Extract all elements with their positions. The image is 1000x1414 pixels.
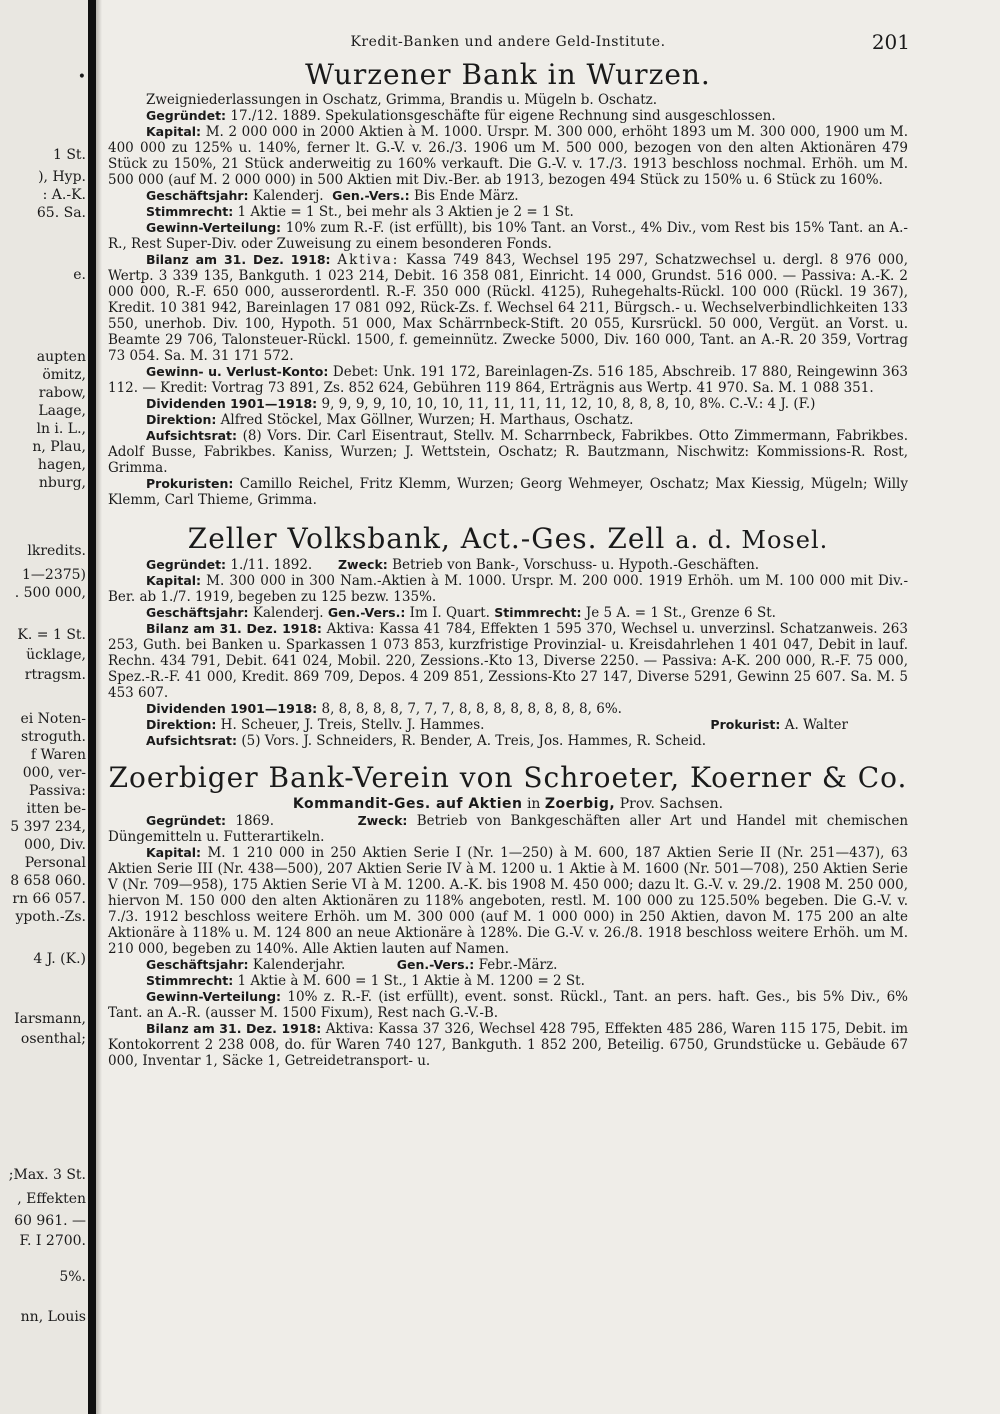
left-fragment: F. I 2700.	[19, 1233, 86, 1249]
capital-text: M. 1 210 000 in 250 Aktien Serie I (Nr. 1—250) à M. 600, 187 Aktien Serie II (Nr. 251—437), 63 Aktien Serie III (Nr. 438—500), 207 Aktien Serie IV à M. 1200 u. 1 Aktie à M. 1600 (Nr. 501—708), 250 Aktien Serie V (Nr. 709—958), 175 Aktien Serie VI à M. 1200. A.-K. bis 1908 M. 450 000; dazu lt. G.-V. v. 29./2. 1908 M. 250 000, hiervon M. 150 000 den alten Aktionären zu 118% angeboten, restl. M. 100 000 zu 125.50% begeben. Die G.-V. v. 7./3. 1912 beschloss weitere Erhöh. um M. 300 000 (auf M. 1 000 000) in 250 Aktien, davon M. 175 200 an alte Aktionäre à 118% u. M. 124 800 an neue Aktionäre à 128%. Die G.-V. v. 26./8. 1918 beschloss weitere Erhöh. um M. 210 000, begeben zu 140%. Alle Aktien lauten auf Namen.	[108, 845, 908, 957]
label-general-meeting: Gen.-Vers.:	[332, 188, 410, 203]
profit-distribution-line	[108, 220, 908, 252]
label-founded: Gegründet:	[146, 108, 227, 123]
spacer	[108, 508, 908, 522]
entry-title: Wurzener Bank in Wurzen.	[305, 58, 711, 91]
left-fragment: nburg,	[38, 475, 86, 491]
label-founded: Gegründet:	[146, 557, 227, 572]
label-procurist: Prokurist:	[710, 717, 781, 732]
left-fragment: n, Plau,	[32, 439, 86, 455]
profit-distribution-text: 10% zum R.-F. (ist erfüllt), bis 10% Tant. an Vorst., 4% Div., vom Rest bis 15% Tant. an A.-R., Rest Super-Div. oder Zuweisung zu einem besonderen Fonds.	[108, 220, 908, 252]
general-meeting-text: Febr.-März.	[478, 957, 558, 973]
spacer	[108, 749, 908, 761]
left-fragment: Laage,	[38, 403, 86, 419]
entry-title	[108, 522, 908, 557]
label-profit-distribution: Gewinn-Verteilung:	[146, 989, 282, 1004]
label-capital: Kapital:	[146, 124, 202, 139]
fiscal-year-text: Kalenderjahr.	[252, 957, 346, 973]
label-purpose: Zweck:	[337, 557, 388, 572]
management-text: H. Scheuer, J. Treis, Stellv. J. Hammes.	[220, 717, 485, 733]
voting-line	[108, 973, 908, 989]
left-fragment: ei Noten-	[20, 711, 86, 727]
left-fragment: ömitz,	[42, 367, 86, 383]
left-fragment: . 500 000,	[14, 585, 86, 601]
left-fragment: , Effekten	[17, 1191, 86, 1207]
dividends-text: 8, 8, 8, 8, 8, 7, 7, 7, 8, 8, 8, 8, 8, 8, 8, 8, 6%.	[321, 701, 622, 717]
left-fragment: K. = 1 St.	[17, 627, 86, 643]
left-fragment: f Waren	[30, 747, 86, 763]
label-pl-account: Gewinn- u. Verlust-Konto:	[146, 364, 329, 379]
entry-wurzener-bank	[108, 58, 908, 508]
subtitle-place: Zoerbig,	[544, 796, 616, 812]
label-profit-distribution: Gewinn-Verteilung:	[146, 220, 282, 235]
label-procurists: Prokuristen:	[146, 476, 234, 491]
general-meeting-text: Bis Ende März.	[413, 188, 519, 204]
left-fragment: •	[77, 69, 86, 85]
left-fragment: 5%.	[59, 1269, 86, 1285]
left-fragment: 65. Sa.	[36, 205, 86, 221]
previous-page-margin	[0, 0, 88, 1414]
entry-zoerbiger-bank-verein	[108, 761, 908, 1069]
entry-title-main: Zeller Volksbank, Act.-Ges. Zell	[187, 522, 666, 555]
label-fiscal-year: Geschäftsjahr:	[146, 957, 249, 972]
left-fragment: ücklage,	[26, 647, 86, 663]
left-fragment: 1 St.	[52, 147, 86, 163]
branches-text: Zweigniederlassungen in Oschatz, Grimma, Brandis u. Mügeln b. Oschatz.	[146, 92, 658, 108]
left-fragment: 4 J. (K.)	[33, 951, 86, 967]
balance-text: Kassa 749 843, Wechsel 195 297, Schatzwechsel u. dergl. 8 976 000, Wertp. 3 339 135, Bankguth. 1 023 214, Debit. 16 358 081, Einricht. 14 000, Grundst. 516 000. — Passiva: A.-K. 2 000 000, R.-F. 650 000, ausserordentl. R.-F. 350 000 (Rückl. 4125), Ruhegehalts-Rückl. 100 000 (Rückl. 19 367), Kredit. 10 381 942, Bareinlagen 17 081 092, Rück-Zs. f. Wechsel 64 211, Bürgsch.- u. Wechselverbindlichkeiten 133 550, unerhob. Div. 100, Hypoth. 51 000, Max Schärrnbeck-Stift. 20 055, Kursrückl. 50 000, Vergüt. an Vorst. u. Beamte 29 706, Talonsteuer-Rückl. 1500, f. gemeinnütz. Zwecke 5000, Div. 160 000, Tant. an A.-R. 20 359, Vortrag 73 054. Sa. M. 31 171 572.	[108, 252, 908, 364]
label-management: Direktion:	[146, 412, 217, 427]
running-title: Kredit-Banken und andere Geld-Institute.	[350, 34, 666, 50]
fiscal-year-line	[108, 188, 908, 204]
supervisory-board-text: (5) Vors. J. Schneiders, R. Bender, A. Treis, Jos. Hammes, R. Scheid.	[241, 733, 707, 749]
voting-text: 1 Aktie = 1 St., bei mehr als 3 Aktien je 2 = 1 St.	[237, 204, 574, 220]
fiscal-year-line	[108, 957, 908, 973]
entry-title: Zoerbiger Bank-Verein von Schroeter, Koerner & Co.	[108, 761, 908, 794]
running-head	[108, 30, 908, 58]
supervisory-board-line	[108, 428, 908, 476]
label-aktiva: Aktiva:	[337, 252, 400, 268]
capital-text: M. 2 000 000 in 2000 Aktien à M. 1000. Urspr. M. 300 000, erhöht 1893 um M. 300 000, 1900 um M. 400 000 zu 125% u. 140%, ferner lt. G.-V. v. 26./3. 1906 um M. 500 000, bezogen von den alten Aktionären 479 Stück zu 150%, 21 Stück anderweitig zu 160% verkauft. Die G.-V. v. 17./3. 1913 beschloss nochmal. Erhöh. um M. 500 000 (auf M. 2 000 000) in 500 Aktien mit Div.-Ber. ab 1913, bezogen 494 Stück zu 150% u. 6 Stück zu 160%.	[108, 124, 908, 188]
dividends-line	[108, 396, 908, 412]
dividends-line	[108, 701, 908, 717]
left-fragment: ), Hyp.	[38, 169, 86, 185]
left-fragment: Iarsmann,	[14, 1011, 86, 1027]
management-line	[108, 717, 908, 733]
left-fragment: 1—2375)	[22, 567, 86, 583]
left-fragment: stroguth.	[20, 729, 86, 745]
left-fragment: itten be-	[26, 801, 86, 817]
capital-line	[108, 573, 908, 605]
management-group	[108, 717, 484, 733]
label-general-meeting: Gen.-Vers.:	[396, 957, 475, 972]
left-fragment: ypoth.-Zs.	[15, 909, 86, 925]
pl-account-text: Debet: Unk. 191 172, Bareinlagen-Zs. 516 185, Abschreib. 17 880, Reingewinn 363 112. — Kredit: Vortrag 73 891, Zs. 852 624, Gebühren 119 864, Erträgnis aus Wertp. 41 970. Sa. M. 1 088 351.	[108, 364, 909, 396]
voting-text: Je 5 A. = 1 St., Grenze 6 St.	[585, 605, 776, 621]
voting-text: 1 Aktie à M. 600 = 1 St., 1 Aktie à M. 1200 = 2 St.	[237, 973, 585, 989]
left-fragment: 8 658 060.	[10, 873, 86, 889]
procurists-text: Camillo Reichel, Fritz Klemm, Wurzen; Georg Wehmeyer, Oschatz; Max Kiessig, Mügeln; Willy Klemm, Carl Thieme, Grimma.	[108, 476, 909, 508]
left-fragment: ;Max. 3 St.	[8, 1167, 86, 1183]
profit-distribution-line	[108, 989, 908, 1021]
label-fiscal-year: Geschäftsjahr:	[146, 188, 249, 203]
purpose-text: Betrieb von Bankgeschäften aller Art und Handel mit chemischen Düngemitteln u. Futterartikeln.	[108, 813, 909, 845]
dividends-text: 9, 9, 9, 9, 10, 10, 10, 11, 11, 11, 11, 12, 10, 8, 8, 8, 10, 8%. C.-V.: 4 J. (F.)	[321, 396, 816, 412]
left-fragment: hagen,	[37, 457, 86, 473]
left-fragment: rtragsm.	[24, 667, 86, 683]
label-founded: Gegründet:	[146, 813, 227, 828]
left-fragment: 000, Div.	[23, 837, 86, 853]
label-capital: Kapital:	[146, 573, 202, 588]
label-supervisory-board: Aufsichtsrat:	[146, 733, 238, 748]
subtitle-in: in	[526, 796, 541, 812]
left-fragment: Passiva:	[29, 783, 86, 799]
label-balance: Bilanz am 31. Dez. 1918:	[146, 621, 322, 636]
founded-text: 1./11. 1892.	[230, 557, 313, 573]
left-fragment: Personal	[24, 855, 86, 871]
label-management: Direktion:	[146, 717, 217, 732]
voting-line	[108, 204, 908, 220]
left-fragment: osenthal;	[20, 1031, 86, 1047]
left-fragment: 000, ver-	[22, 765, 86, 781]
label-dividends: Dividenden 1901—1918:	[146, 396, 318, 411]
label-voting: Stimmrecht:	[494, 605, 582, 620]
label-fiscal-year: Geschäftsjahr:	[146, 605, 249, 620]
label-supervisory-board: Aufsichtsrat:	[146, 428, 238, 443]
balance-line	[108, 252, 908, 364]
founded-line	[108, 813, 908, 845]
branches-line	[108, 92, 908, 108]
supervisory-board-text: (8) Vors. Dir. Carl Eisentraut, Stellv. M. Scharrnbeck, Fabrikbes. Otto Zimmermann, Fabrikbes. Adolf Busse, Fabrikbes. Kaniss, Wurzen; J. Wettstein, Oschatz; R. Bautzmann, Nischwitz: Kommissions-R. Rost, Grimma.	[108, 428, 909, 476]
label-purpose: Zweck:	[357, 813, 408, 828]
procurist-text: A. Walter	[784, 717, 848, 733]
general-meeting-text: Im I. Quart.	[409, 605, 490, 621]
label-voting: Stimmrecht:	[146, 204, 234, 219]
label-voting: Stimmrecht:	[146, 973, 234, 988]
management-line	[108, 412, 908, 428]
label-capital: Kapital:	[146, 845, 202, 860]
left-fragment: aupten	[36, 349, 86, 365]
subtitle-company-type: Kommandit-Ges. auf Aktien	[292, 796, 523, 812]
founded-line	[108, 557, 908, 573]
entry-subtitle	[108, 795, 908, 813]
label-balance: Bilanz am 31. Dez. 1918:	[146, 252, 331, 267]
subtitle-province: Prov. Sachsen.	[619, 796, 724, 812]
balance-text: Aktiva: Kassa 37 326, Wechsel 428 795, Effekten 485 286, Waren 115 175, Debit. im Kontokorrent 2 238 008, do. für Waren 740 127, Bankguth. 1 852 200, Beteilig. 6750, Grundstücke u. Gebäude 67 000, Inventar 1, Säcke 1, Getreidetransport- u.	[108, 1021, 908, 1069]
balance-text: Aktiva: Kassa 41 784, Effekten 1 595 370, Wechsel u. unverzinsl. Schatzanweis. 263 253, Guth. bei Banken u. Sparkassen 1 073 853, kurzfristige Provinzial- u. Kreisdahrlehen 1 401 047, Debit in lauf. Rechn. 434 791, Debit. 641 024, Mobil. 220, Zessions.-Kto 13, Diverse 2250. — Passiva: A-K. 200 000, R.-F. 75 000, Spez.-R.-F. 41 000, Kredit. 869 709, Depos. 4 209 851, Zessions-Kto 27 147, Diverse 5291, Gewinn 25 607. Sa. M. 5 453 607.	[108, 621, 908, 701]
entry-zeller-volksbank	[108, 522, 908, 749]
founded-text: 17./12. 1889. Spekulationsgeschäfte für eigene Rechnung sind ausgeschlossen.	[230, 108, 776, 124]
capital-text: M. 300 000 in 300 Nam.-Aktien à M. 1000. Urspr. M. 200 000. 1919 Erhöh. um M. 100 000 mit Div.-Ber. ab 1./7. 1919, begeben zu 125 bezw. 135%.	[108, 573, 909, 605]
capital-line	[108, 845, 908, 957]
book-gutter	[88, 0, 96, 1414]
founded-line	[108, 108, 908, 124]
left-fragment: rabow,	[38, 385, 86, 401]
gutter-shadow	[96, 0, 102, 1414]
page-content	[108, 30, 908, 1069]
left-fragment: 5 397 234,	[10, 819, 86, 835]
label-balance: Bilanz am 31. Dez. 1918:	[146, 1021, 322, 1036]
left-fragment: e.	[73, 267, 86, 283]
left-fragment: 60 961. —	[14, 1213, 86, 1229]
page-number: 201	[871, 30, 910, 54]
purpose-text: Betrieb von Bank-, Vorschuss- u. Hypoth.-Geschäften.	[392, 557, 760, 573]
founded-text: 1869.	[235, 813, 275, 829]
left-fragment: : A.-K.	[42, 187, 86, 203]
balance-line	[108, 621, 908, 701]
pl-account-line	[108, 364, 908, 396]
fiscal-year-line	[108, 605, 908, 621]
balance-line	[108, 1021, 908, 1069]
profit-distribution-text: 10% z. R.-F. (ist erfüllt), event. sonst. Rückl., Tant. an pers. haft. Ges., bis 5% Div., 6% Tant. an A.-R. (ausser M. 1500 Fixum), Rest nach G.-V.-B.	[108, 989, 908, 1021]
capital-line	[108, 124, 908, 188]
entry-title-suffix: a. d. Mosel.	[675, 526, 829, 554]
left-fragment: rn 66 057.	[12, 891, 86, 907]
fiscal-year-text: Kalenderj.	[252, 188, 324, 204]
management-text: Alfred Stöckel, Max Göllner, Wurzen; H. Marthaus, Oschatz.	[220, 412, 634, 428]
supervisory-board-line	[108, 733, 908, 749]
procurist-group	[672, 717, 908, 733]
label-general-meeting: Gen.-Vers.:	[327, 605, 406, 620]
fiscal-year-text: Kalenderj.	[252, 605, 324, 621]
label-dividends: Dividenden 1901—1918:	[146, 701, 318, 716]
left-fragment: nn, Louis	[20, 1309, 86, 1325]
left-fragment: ln i. L.,	[36, 421, 86, 437]
left-fragment: lkredits.	[27, 543, 86, 559]
procurists-line	[108, 476, 908, 508]
